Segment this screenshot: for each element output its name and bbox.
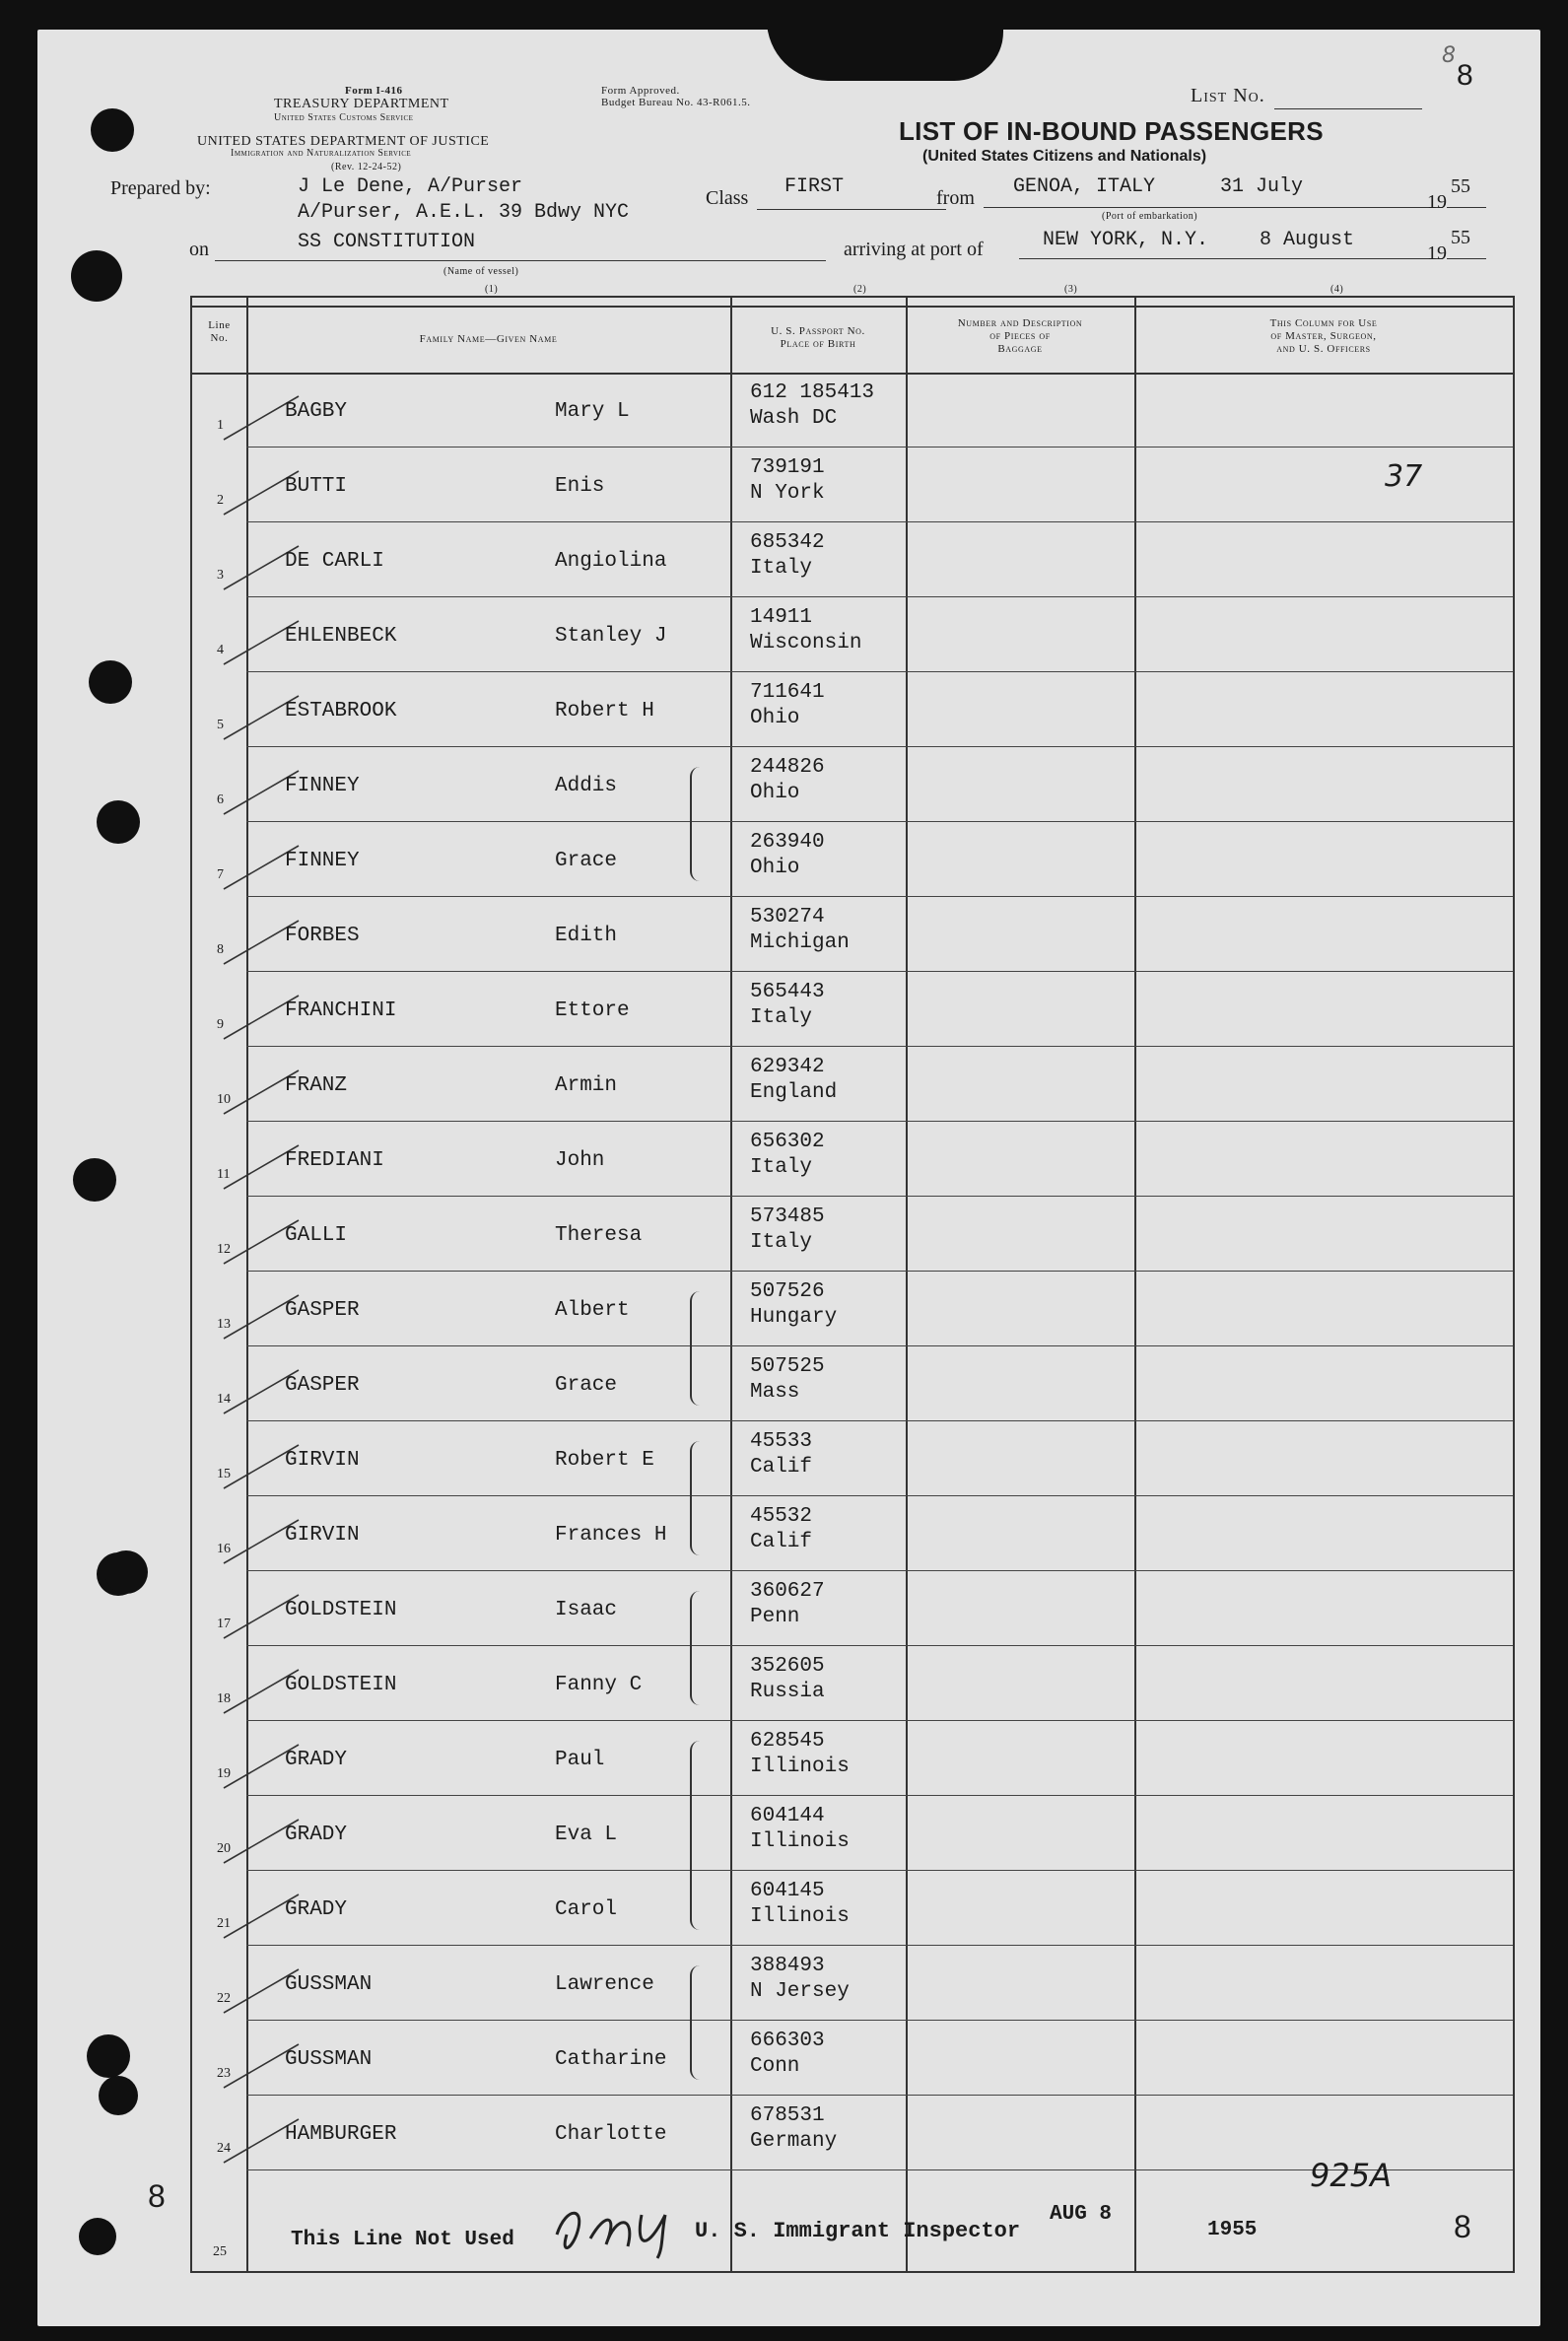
on-label: on <box>189 239 209 260</box>
line-number: 12 <box>217 1242 231 1257</box>
prepared-line2: A/Purser, A.E.L. 39 Bdwy NYC <box>298 201 630 224</box>
given-name: Theresa <box>555 1224 643 1247</box>
table-row <box>192 1122 1513 1197</box>
passport-cell <box>750 1429 812 1480</box>
table-row <box>192 747 1513 822</box>
inspector-label: U. S. Immigrant Inspector <box>695 2219 1021 2243</box>
passport-number: 628545 <box>750 1730 825 1753</box>
family-name: FRANZ <box>285 1074 348 1097</box>
line-number: 22 <box>217 1991 231 2006</box>
punch-hole <box>73 1158 116 1202</box>
handwritten-code: 925A <box>1310 2157 1392 2194</box>
family-name: BAGBY <box>285 400 348 423</box>
table-row <box>192 373 1513 448</box>
given-name: Edith <box>555 925 618 947</box>
family-name: EHLENBECK <box>285 625 397 648</box>
arrival-date: 8 August <box>1260 229 1355 251</box>
given-name: Enis <box>555 475 605 498</box>
punch-hole <box>104 1550 148 1594</box>
family-name: GOLDSTEIN <box>285 1674 397 1696</box>
family-name: FORBES <box>285 925 360 947</box>
family-name: GASPER <box>285 1299 360 1322</box>
passport-cell <box>750 1354 825 1406</box>
footer-left-mark: 8 <box>148 2178 166 2214</box>
list-no-label: List No. <box>1191 85 1265 106</box>
family-name: BUTTI <box>285 475 348 498</box>
place-of-birth: Ohio <box>750 707 800 729</box>
form-title: LIST OF IN-BOUND PASSENGERS <box>899 116 1324 146</box>
col-num-1: (1) <box>485 284 499 295</box>
family-name: GRADY <box>285 1898 348 1921</box>
passport-cell <box>750 2103 837 2155</box>
passport-number: 530274 <box>750 906 825 929</box>
col-num-3: (3) <box>1064 284 1078 295</box>
given-name: Albert <box>555 1299 630 1322</box>
table-row <box>192 2021 1513 2096</box>
passport-number: 612 185413 <box>750 381 875 404</box>
from-underline <box>984 207 1443 208</box>
passport-cell <box>750 1954 850 2005</box>
form-number: Form I-416 <box>345 85 403 97</box>
passport-header-1: U. S. Passport No. <box>771 325 865 337</box>
given-name: Ettore <box>555 999 630 1022</box>
passport-number: 678531 <box>750 2104 825 2127</box>
baggage-header <box>906 317 1134 356</box>
given-name: Robert E <box>555 1449 654 1472</box>
table-row <box>192 822 1513 897</box>
table-row <box>192 448 1513 522</box>
baggage-header-2: of Pieces of <box>989 330 1051 342</box>
family-name: FRANCHINI <box>285 999 397 1022</box>
line-number: 6 <box>217 792 224 807</box>
punch-hole <box>79 2218 116 2255</box>
passport-cell <box>750 1130 825 1181</box>
budget-bureau: Budget Bureau No. 43-R061.5. <box>601 97 751 108</box>
passport-number: 360627 <box>750 1580 825 1603</box>
family-name: HAMBURGER <box>285 2123 397 2146</box>
passport-number: 45532 <box>750 1505 813 1528</box>
arrival-year: 55 <box>1451 227 1470 248</box>
given-name: Robert H <box>555 700 654 723</box>
table-row <box>192 1796 1513 1871</box>
family-name: FINNEY <box>285 775 360 797</box>
line-number: 21 <box>217 1916 231 1931</box>
given-name: Fanny C <box>555 1674 643 1696</box>
given-name: Addis <box>555 775 618 797</box>
table-row <box>192 1197 1513 1272</box>
punch-hole <box>99 2076 138 2115</box>
family-name: GIRVIN <box>285 1449 360 1472</box>
table-row <box>192 672 1513 747</box>
family-name: GALLI <box>285 1224 348 1247</box>
line-no-header-1: Line <box>208 319 231 331</box>
line-number: 3 <box>217 568 224 583</box>
place-of-birth: Ohio <box>750 782 800 804</box>
line-number: 24 <box>217 2141 231 2156</box>
passport-number: 666303 <box>750 2030 825 2052</box>
passport-cell <box>750 1205 825 1256</box>
passport-number: 244826 <box>750 756 825 779</box>
passport-cell <box>750 1279 837 1331</box>
table-row <box>192 972 1513 1047</box>
family-name: GOLDSTEIN <box>285 1599 397 1621</box>
line-number: 18 <box>217 1691 231 1706</box>
table-row <box>192 1346 1513 1421</box>
given-name: John <box>555 1149 605 1172</box>
family-name: FREDIANI <box>285 1149 384 1172</box>
place-of-birth: Italy <box>750 1156 813 1179</box>
given-name: Armin <box>555 1074 618 1097</box>
corner-mark: 8 <box>1442 43 1456 68</box>
passport-cell <box>750 755 825 806</box>
table-row <box>192 1571 1513 1646</box>
family-name: ESTABROOK <box>285 700 397 723</box>
passport-number: 685342 <box>750 531 825 554</box>
document-page <box>37 30 1540 2326</box>
col-num-4: (4) <box>1330 284 1344 295</box>
passport-cell <box>750 455 825 507</box>
vessel-caption: (Name of vessel) <box>443 266 519 277</box>
place-of-birth: Russia <box>750 1681 825 1703</box>
punch-hole <box>71 250 122 302</box>
line-not-used: This Line Not Used <box>291 2229 514 2251</box>
family-name: GUSSMAN <box>285 2048 373 2071</box>
arrival-year-underline <box>1447 258 1486 259</box>
table-row <box>192 522 1513 597</box>
class-value: FIRST <box>784 175 845 198</box>
family-bracket <box>690 1591 700 1705</box>
family-name: GUSSMAN <box>285 1973 373 1996</box>
col-num-2: (2) <box>853 284 867 295</box>
customs-service: United States Customs Service <box>274 112 414 123</box>
passport-cell <box>750 605 861 656</box>
place-of-birth: Calif <box>750 1456 813 1479</box>
line-number: 7 <box>217 867 224 882</box>
passport-number: 739191 <box>750 456 825 479</box>
passport-number: 45533 <box>750 1430 813 1453</box>
prepared-label: Prepared by: <box>110 177 211 199</box>
passport-cell <box>750 1579 825 1630</box>
given-name: Charlotte <box>555 2123 667 2146</box>
place-of-birth: Conn <box>750 2055 800 2078</box>
passport-cell <box>750 980 825 1031</box>
line-number: 23 <box>217 2066 231 2081</box>
form-approved: Form Approved. <box>601 85 680 97</box>
passport-number: 507525 <box>750 1355 825 1378</box>
from-value: GENOA, ITALY <box>1013 175 1156 198</box>
table-row <box>192 897 1513 972</box>
given-name: Frances H <box>555 1524 667 1547</box>
class-underline <box>757 209 946 210</box>
officers-header <box>1134 317 1513 356</box>
place-of-birth: Wisconsin <box>750 632 862 654</box>
place-of-birth: N Jersey <box>750 1980 850 2003</box>
passport-number: 14911 <box>750 606 813 629</box>
table-row <box>192 1496 1513 1571</box>
stamp-date: AUG 8 <box>1050 2203 1113 2226</box>
passport-number: 604144 <box>750 1805 825 1827</box>
punch-hole <box>89 660 132 704</box>
punch-hole <box>87 2034 130 2078</box>
place-of-birth: Illinois <box>750 1905 850 1928</box>
given-name: Lawrence <box>555 1973 654 1996</box>
table-row <box>192 1646 1513 1721</box>
table-row <box>192 1871 1513 1946</box>
arrival-year-prefix: 19 <box>1427 242 1447 264</box>
punch-hole <box>97 800 140 844</box>
port-embark-caption: (Port of embarkation) <box>1102 211 1198 222</box>
place-of-birth: England <box>750 1081 838 1104</box>
passport-header <box>730 325 906 351</box>
line-number: 4 <box>217 643 224 657</box>
line-number: 20 <box>217 1841 231 1856</box>
given-name: Isaac <box>555 1599 618 1621</box>
family-name: GASPER <box>285 1374 360 1397</box>
prepared-line1: J Le Dene, A/Purser <box>298 175 523 198</box>
line-number: 1 <box>217 418 224 433</box>
vessel-underline <box>215 260 826 261</box>
passport-number: 711641 <box>750 681 825 704</box>
stamp-year: 1955 <box>1207 2219 1258 2241</box>
given-name: Catharine <box>555 2048 667 2071</box>
place-of-birth: Italy <box>750 1006 813 1029</box>
family-name: DE CARLI <box>285 550 384 573</box>
arrival-port: NEW YORK, N.Y. <box>1043 229 1209 251</box>
passenger-table <box>190 296 1515 2273</box>
table-row <box>192 1047 1513 1122</box>
passport-number: 263940 <box>750 831 825 854</box>
place-of-birth: Italy <box>750 557 813 580</box>
embark-year: 55 <box>1451 175 1470 197</box>
place-of-birth: Italy <box>750 1231 813 1254</box>
family-name: GIRVIN <box>285 1524 360 1547</box>
passport-cell <box>750 1879 850 1930</box>
place-of-birth: Mass <box>750 1381 800 1404</box>
name-header: Family Name—Given Name <box>419 333 558 345</box>
passport-number: 507526 <box>750 1280 825 1303</box>
baggage-header-3: Baggage <box>997 343 1043 355</box>
passport-number: 565443 <box>750 981 825 1003</box>
header-divider <box>192 306 1513 308</box>
given-name: Mary L <box>555 400 630 423</box>
passport-number: 573485 <box>750 1205 825 1228</box>
baggage-header-1: Number and Description <box>957 317 1083 329</box>
family-bracket <box>690 1965 700 2080</box>
table-row <box>192 1421 1513 1496</box>
officers-header-1: This Column for Use <box>1269 317 1378 329</box>
passport-number: 352605 <box>750 1655 825 1678</box>
line-number: 13 <box>217 1317 231 1332</box>
table-row <box>192 597 1513 672</box>
passport-cell <box>750 830 825 881</box>
vessel-name: SS CONSTITUTION <box>298 231 476 253</box>
line-number: 5 <box>217 718 224 732</box>
line-no-header <box>192 319 246 345</box>
line-number: 8 <box>217 942 224 957</box>
family-bracket <box>690 767 700 881</box>
list-no-underline <box>1274 108 1422 109</box>
passport-cell <box>750 1654 825 1705</box>
line-number: 10 <box>217 1092 231 1107</box>
list-no-value: 8 <box>1457 59 1473 92</box>
line-number: 11 <box>217 1167 231 1182</box>
place-of-birth: N York <box>750 482 825 505</box>
given-name: Angiolina <box>555 550 667 573</box>
place-of-birth: Illinois <box>750 1830 850 1853</box>
family-name: GRADY <box>285 1749 348 1771</box>
place-of-birth: Calif <box>750 1531 813 1553</box>
given-name: Paul <box>555 1749 605 1771</box>
given-name: Carol <box>555 1898 618 1921</box>
family-name: GRADY <box>285 1824 348 1846</box>
passport-number: 629342 <box>750 1056 825 1078</box>
passport-number: 388493 <box>750 1955 825 1977</box>
family-bracket <box>690 1741 700 1930</box>
form-subtitle: (United States Citizens and Nationals) <box>922 148 1207 165</box>
passport-number: 656302 <box>750 1131 825 1153</box>
inspector-signature <box>547 2195 705 2264</box>
passport-cell <box>750 1055 837 1106</box>
place-of-birth: Germany <box>750 2130 838 2153</box>
class-label: Class <box>706 187 749 209</box>
passport-cell <box>750 380 874 432</box>
place-of-birth: Wash DC <box>750 407 838 430</box>
line-number: 15 <box>217 1467 231 1481</box>
passport-header-2: Place of Birth <box>780 338 856 350</box>
officers-header-2: of Master, Surgeon, <box>1270 330 1377 342</box>
passport-cell <box>750 1804 850 1855</box>
passport-cell <box>750 680 825 731</box>
treasury-dept: TREASURY DEPARTMENT <box>274 97 449 111</box>
passport-cell <box>750 2029 825 2080</box>
family-bracket <box>690 1291 700 1406</box>
line-number: 17 <box>217 1617 231 1631</box>
given-name: Grace <box>555 850 618 872</box>
table-row <box>192 1946 1513 2021</box>
given-name: Grace <box>555 1374 618 1397</box>
form-revision: (Rev. 12-24-52) <box>331 162 402 172</box>
place-of-birth: Penn <box>750 1606 800 1628</box>
embark-year-prefix: 19 <box>1427 191 1447 213</box>
line-number: 14 <box>217 1392 231 1407</box>
ins-service: Immigration and Naturalization Service <box>231 148 412 159</box>
passport-cell <box>750 530 825 582</box>
footer-right-mark: 8 <box>1454 2209 1471 2244</box>
officer-note: 37 <box>1385 459 1423 494</box>
arriving-label: arriving at port of <box>844 239 984 260</box>
passport-cell <box>750 905 850 956</box>
torn-edge <box>767 30 1003 81</box>
given-name: Stanley J <box>555 625 667 648</box>
passport-cell <box>750 1504 812 1555</box>
from-label: from <box>936 187 975 209</box>
table-row <box>192 1721 1513 1796</box>
table-row <box>192 1272 1513 1346</box>
passport-cell <box>750 1729 850 1780</box>
place-of-birth: Ohio <box>750 857 800 879</box>
embark-year-underline <box>1447 207 1486 208</box>
place-of-birth: Illinois <box>750 1756 850 1778</box>
place-of-birth: Michigan <box>750 931 850 954</box>
line-number: 19 <box>217 1766 231 1781</box>
place-of-birth: Hungary <box>750 1306 838 1329</box>
family-name: FINNEY <box>285 850 360 872</box>
family-bracket <box>690 1441 700 1555</box>
passport-number: 604145 <box>750 1880 825 1902</box>
line-number: 2 <box>217 493 224 508</box>
punch-hole <box>91 108 134 152</box>
arrival-underline <box>1019 258 1443 259</box>
line-number: 16 <box>217 1542 231 1556</box>
line-number: 9 <box>217 1017 224 1032</box>
line-no-header-2: No. <box>210 332 229 344</box>
footer-line-no: 25 <box>213 2244 227 2259</box>
justice-dept: UNITED STATES DEPARTMENT OF JUSTICE <box>197 134 490 149</box>
given-name: Eva L <box>555 1824 618 1846</box>
embark-date: 31 July <box>1220 175 1304 198</box>
officers-header-3: and U. S. Officers <box>1276 343 1371 355</box>
